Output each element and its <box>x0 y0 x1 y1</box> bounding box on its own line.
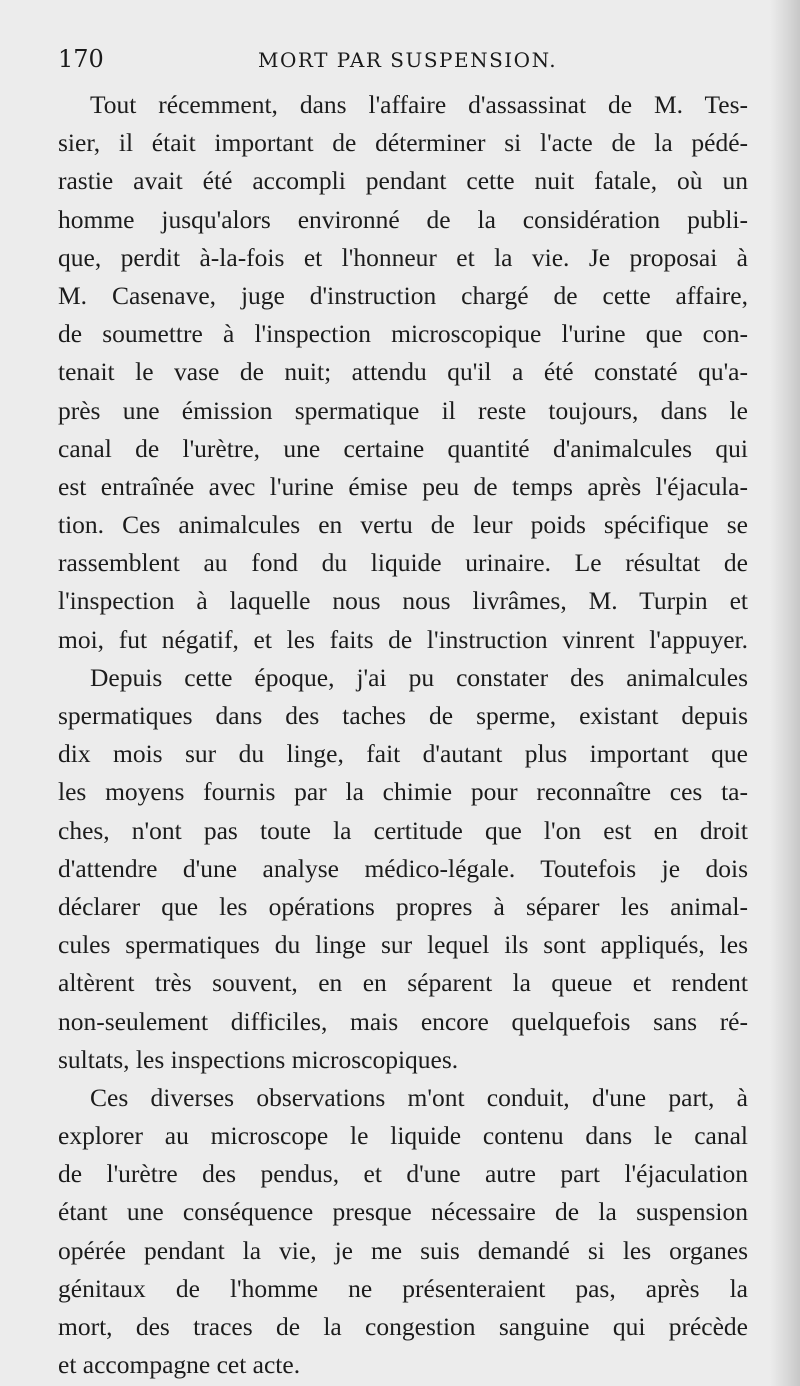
text-line: que, perdit à-la-fois et l'honneur et la vie. Je proposai à <box>58 242 748 272</box>
text-line: mort, des traces de la congestion sanguine qui précède <box>58 1312 748 1341</box>
text-line: cules spermatiques du linge sur lequel ils sont appliqués, les <box>58 930 748 960</box>
text-line: d'attendre d'une analyse médico-légale. Toutefois je dois <box>58 853 748 883</box>
text-line: rastie avait été accompli pendant cette nuit fatale, où un <box>58 166 748 196</box>
text-line: altèrent très souvent, en en séparent la queue et rendent <box>58 968 748 998</box>
text-line: Ces diverses observations m'ont conduit, d'une part, à <box>90 1082 748 1112</box>
text-line: moi, fut négatif, et les faits de l'instruction vinrent l'appuyer. <box>58 624 748 654</box>
text-line: de l'urètre des pendus, et d'une autre part l'éjaculation <box>58 1159 748 1189</box>
text-line: l'inspection à laquelle nous nous livrâmes, M. Turpin et <box>58 586 748 616</box>
page-edge-shadow <box>770 0 800 1386</box>
text-line: ches, n'ont pas toute la certitude que l'on est en droit <box>58 815 748 845</box>
text-line: tenait le vase de nuit; attendu qu'il a été constaté qu'a- <box>58 357 748 387</box>
text-line: opérée pendant la vie, je me suis demandé si les organes <box>58 1235 748 1265</box>
body-text <box>58 86 748 1384</box>
paragraph-2 <box>58 659 748 1079</box>
text-line: près une émission spermatique il reste toujours, dans le <box>58 395 748 425</box>
text-line: spermatiques dans des taches de sperme, existant depuis <box>58 701 748 730</box>
running-title: MORT PAR SUSPENSION. <box>258 48 558 72</box>
text-line: canal de l'urètre, une certaine quantité d'animalcules qui <box>58 433 748 463</box>
page-number: 170 <box>58 45 104 73</box>
text-line: dix mois sur du linge, fait d'autant plus important que <box>58 739 748 769</box>
text-line: non-seulement difficiles, mais encore quelquefois sans ré- <box>58 1006 748 1036</box>
text-line: explorer au microscope le liquide contenu dans le canal <box>58 1121 748 1151</box>
text-line: étant une conséquence presque nécessaire de la suspension <box>58 1197 748 1227</box>
text-line: sultats, les inspections microscopiques. <box>58 1044 459 1074</box>
text-line: homme jusqu'alors environné de la considération publi- <box>58 204 748 234</box>
text-line: Tout récemment, dans l'affaire d'assassinat de M. Tes- <box>90 90 748 119</box>
text-line: est entraînée avec l'urine émise peu de temps après l'éjacula- <box>58 471 748 501</box>
text-line: rassemblent au fond du liquide urinaire. Le résultat de <box>58 548 748 578</box>
text-line: génitaux de l'homme ne présenteraient pas, après la <box>58 1273 748 1303</box>
text-line: déclarer que les opérations propres à séparer les animal- <box>58 891 748 921</box>
text-line: les moyens fournis par la chimie pour reconnaître ces ta- <box>58 777 748 807</box>
running-head <box>58 44 748 78</box>
text-line: sier, il était important de déterminer si l'acte de la pédé- <box>58 128 748 158</box>
text-line: et accompagne cet acte. <box>58 1350 301 1380</box>
text-line: tion. Ces animalcules en vertu de leur poids spécifique se <box>58 510 748 540</box>
paragraph-1 <box>58 86 748 659</box>
text-line: Depuis cette époque, j'ai pu constater des animalcules <box>90 662 748 692</box>
text-line: M. Casenave, juge d'instruction chargé de cette affaire, <box>58 280 748 310</box>
paragraph-3 <box>58 1079 748 1385</box>
text-line: de soumettre à l'inspection microscopique l'urine que con- <box>58 319 748 349</box>
